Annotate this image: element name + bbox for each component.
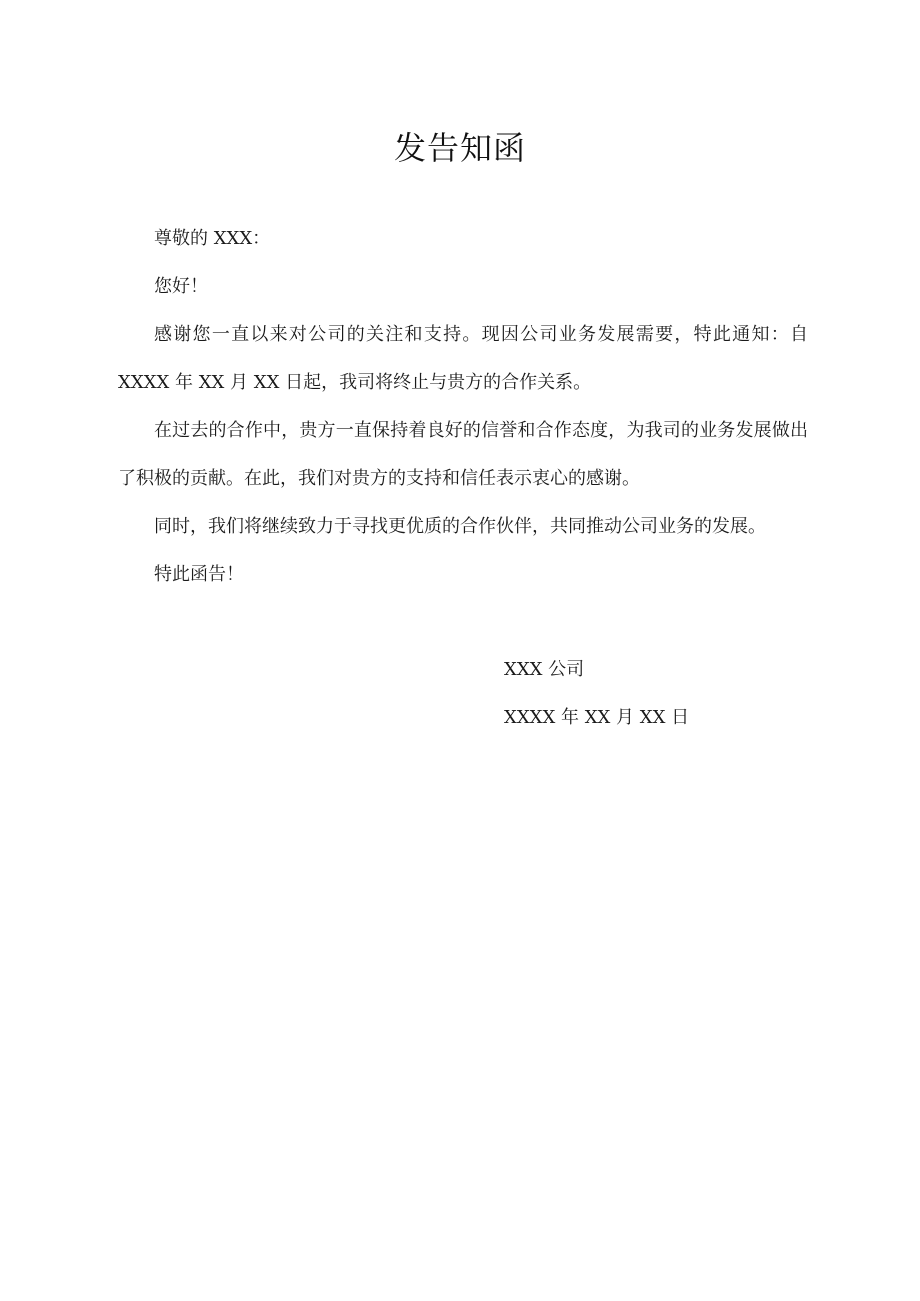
paragraph-future: 同时，我们将继续致力于寻找更优质的合作伙伴，共同推动公司业务的发展。 [154,516,766,537]
document-title: 发告知函 [393,129,526,167]
signature-company: XXX 公司 [504,659,585,680]
signature-block [504,646,689,742]
greeting: 您好！ [154,276,208,297]
paragraph-termination-notice: 感谢您一直以来对公司的关注和支持。现因公司业务发展需要，特此通知：自 XXXX 年 XX 月 XX 日起，我司将终止与贵方的合作关系。 [118,324,808,393]
signature-date: XXXX 年 XX 月 XX 日 [504,707,690,728]
closing-remark: 特此函告！ [154,564,244,585]
letter-body [118,215,808,599]
paragraph-appreciation: 在过去的合作中，贵方一直保持着良好的信誉和合作态度，为我司的业务发展做出了积极的贡献。在此，我们对贵方的支持和信任表示衷心的感谢。 [118,420,808,489]
salutation: 尊敬的 XXX： [154,228,271,249]
